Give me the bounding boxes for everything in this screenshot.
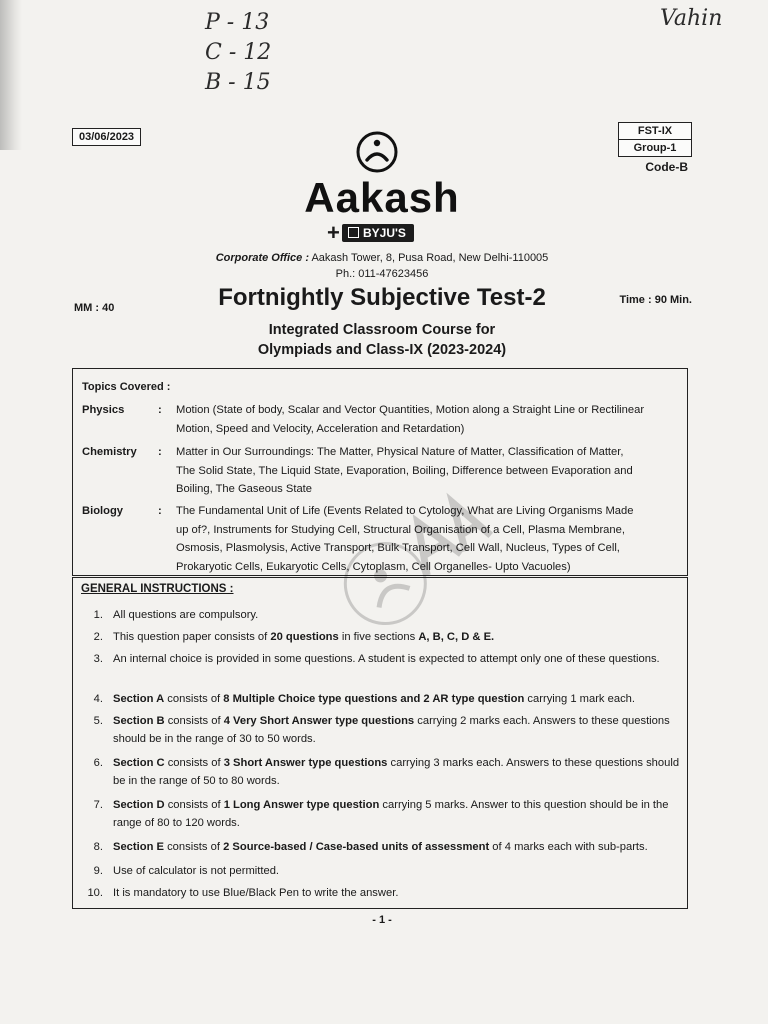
instruction-number: 5. [93,715,103,727]
topic-subject: Physics [82,404,125,416]
instruction-part: Use of calculator is not permitted. [113,865,280,877]
topic-line: Motion, Speed and Velocity, Acceleration and Retardation) [176,422,465,435]
max-marks: MM : 40 [74,302,115,314]
instruction-number: 1. [93,609,103,621]
handwritten-mark-chemistry: C - 12 [205,40,272,65]
instruction-text [113,884,685,902]
paper-set-code: Code-B [645,160,688,174]
instruction-part: in five sections [338,631,419,643]
topic-subject: Biology [82,505,124,517]
instruction-number: 4. [93,693,103,705]
topic-line: Osmosis, Plasmolysis, Active Transport, Bulk Transport, Cell Wall, Nucleus, Types of Cell, [176,542,620,554]
instruction-number: 6. [93,757,103,769]
instruction-part: All questions are compulsory. [113,609,259,621]
general-instructions-box [72,577,688,909]
instruction-text [113,712,685,748]
instruction-emphasis: Section A [113,693,165,705]
topic-description [176,401,688,438]
paper-code-line-2: Group-1 [619,139,691,156]
office-label: Corporate Office : [215,252,309,264]
topic-line: The Solid State, The Liquid State, Evaporation, Boiling, Difference between Evaporation and [176,464,633,477]
instruction-emphasis: Section B [113,715,165,727]
instruction-part: carrying 2 marks each. Answers to these questions should be in the range of 30 to 50 words. [113,715,670,745]
paper-code-box [618,122,692,157]
instruction-emphasis: 1 Long Answer type question [223,799,380,811]
topics-heading: Topics Covered : [82,381,171,393]
instruction-number: 9. [93,865,103,877]
instruction-number: 7. [93,799,103,811]
plus-sign: + [327,220,340,245]
instruction-emphasis: 4 Very Short Answer type questions [223,715,415,727]
instruction-emphasis: Section E [113,841,164,853]
topic-line: Prokaryotic Cells, Eukaryotic Cells, Cytoplasm, Cell Organelles- Upto Vacuoles) [176,560,571,573]
corporate-office [72,250,692,282]
instruction-part: carrying 5 marks. Answer to this question should be in the range of 80 to 120 words. [113,799,669,829]
topic-description [176,502,688,576]
exam-date: 03/06/2023 [72,128,141,146]
instruction-emphasis: 8 Multiple Choice type questions and 2 AR type question [223,693,525,705]
topic-description [176,443,688,499]
aakash-logo-icon [355,130,399,174]
instruction-emphasis: 3 Short Answer type questions [223,757,388,769]
subtitle-line-2: Olympiads and Class-IX (2023-2024) [257,342,507,358]
instruction-part: carrying 3 marks each. Answers to these questions should be in the range of 50 to 80 words. [113,757,680,787]
handwritten-mark-biology: B - 15 [205,70,271,95]
instructions-heading: GENERAL INSTRUCTIONS : [81,583,234,595]
instruction-part: This question paper consists of [113,631,271,643]
instruction-number: 8. [93,841,103,853]
handwritten-signature: Vahin [660,6,723,31]
office-address: Aakash Tower, 8, Pusa Road, New Delhi-110005 [311,252,549,264]
test-title: Fortnightly Subjective Test-2 [218,284,546,311]
topic-line: up of?, Instruments for Studying Cell, Structural Organisation of a Cell, Plasma Membrane, [176,523,625,536]
instruction-part: consists of [163,841,224,853]
handwritten-marks [205,8,271,98]
binding-shadow [0,0,22,150]
time-allowed: Time : 90 Min. [619,294,692,306]
handwritten-mark-physics: P - 13 [205,10,270,35]
instruction-text [113,628,685,646]
instruction-part: consists of [164,715,224,727]
instruction-emphasis: 20 questions [270,631,339,643]
topic-line: Boiling, The Gaseous State [176,483,312,495]
instruction-number: 3. [93,653,103,665]
instruction-number: 10. [87,887,103,899]
topic-subject: Chemistry [82,446,137,458]
brand-name: Aakash [304,174,460,221]
instruction-part: It is mandatory to use Blue/Black Pen to write the answer. [113,887,399,899]
instruction-text [113,754,685,790]
instruction-part: consists of [164,757,224,769]
instruction-text [113,606,685,624]
instruction-emphasis: Section D [113,799,165,811]
topic-colon: : [158,404,162,416]
instruction-text [113,796,685,832]
instruction-part: An internal choice is provided in some questions. A student is expected to attempt only one of these questions. [113,653,660,665]
instruction-text [113,862,685,880]
question-paper-cover [72,122,692,926]
instruction-part: carrying 1 mark each. [524,693,636,705]
instruction-part: consists of [164,799,224,811]
paper-code-line-1: FST-IX [637,125,673,137]
topic-colon: : [158,446,162,458]
topic-colon: : [158,505,162,517]
course-subtitle [72,320,692,360]
office-phone: Ph.: 011-47623456 [335,268,429,280]
byjus-square-icon [348,227,359,238]
instruction-emphasis: A, B, C, D & E. [418,631,495,643]
topic-line: The Fundamental Unit of Life (Events Related to Cytology, What are Living Organisms Made [176,505,634,517]
instruction-text [113,650,685,668]
instruction-part: of 4 marks each with sub-parts. [489,841,648,853]
topics-covered-box [72,368,688,576]
instruction-text [113,838,685,856]
instruction-part: consists of [164,693,224,705]
instruction-emphasis: 2 Source-based / Case-based units of assessment [223,841,490,853]
page-number: - 1 - [372,914,392,926]
partner-name: BYJU'S [363,226,406,240]
instruction-emphasis: Section C [113,757,165,769]
byjus-logo [342,224,414,242]
instruction-number: 2. [93,631,103,643]
topic-line: Motion (State of body, Scalar and Vector Quantities, Motion along a Straight Line or Rectilinear [176,404,645,416]
topic-line: Matter in Our Surroundings: The Matter, Physical Nature of Matter, Classification of Matter, [176,446,624,458]
instruction-text [113,690,685,708]
subtitle-line-1: Integrated Classroom Course for [268,322,496,338]
